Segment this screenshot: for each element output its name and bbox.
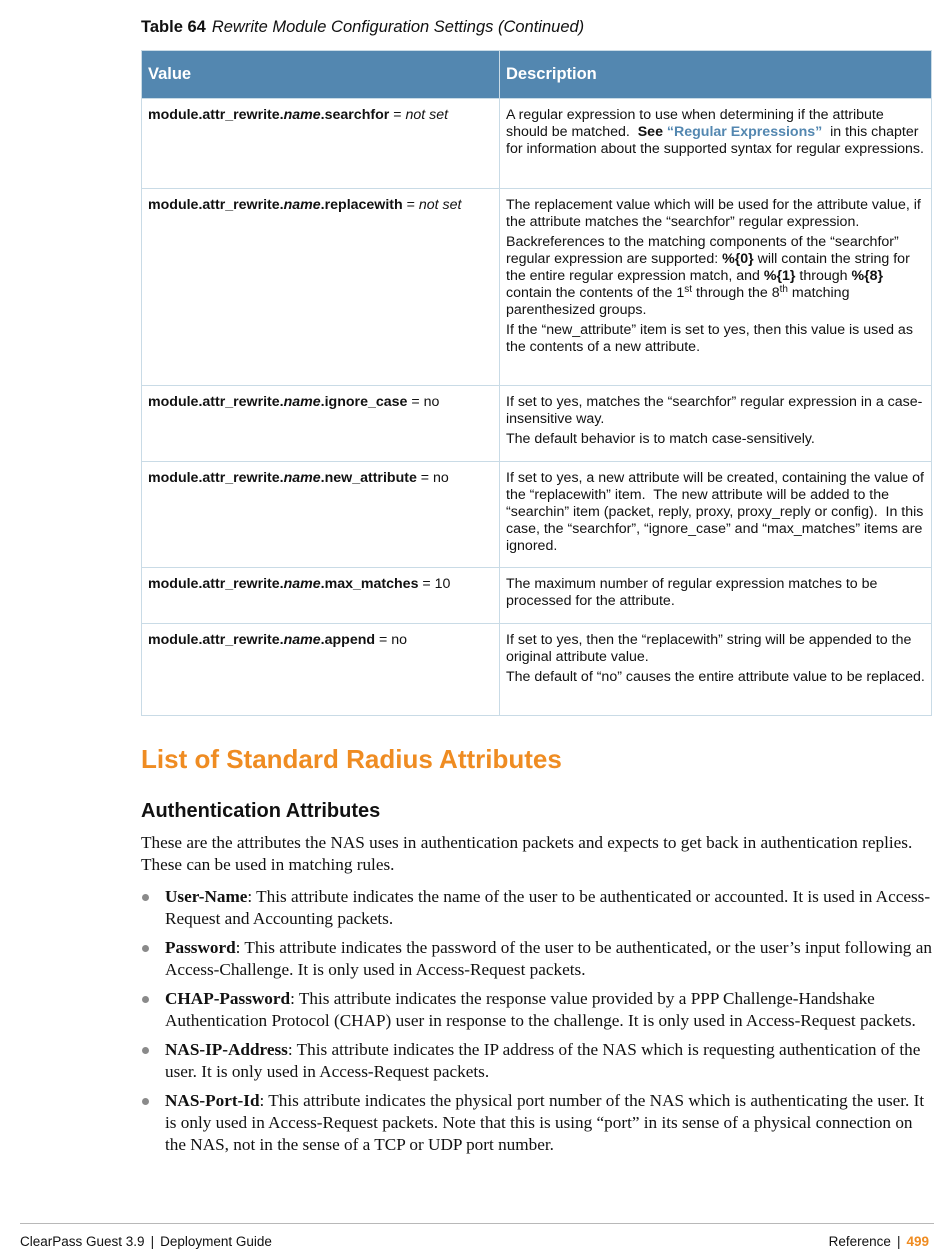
page-number: 499 [906, 1234, 929, 1249]
attribute-description: : This attribute indicates the IP address of the NAS which is requesting authentication of the user. It is only used in Access-Request packets. [165, 1040, 921, 1081]
setting-equals: = [389, 107, 406, 123]
setting-key [142, 189, 500, 386]
backreference-code: %{0} [722, 251, 754, 267]
list-item [141, 937, 936, 981]
footer-page-info [829, 1234, 929, 1249]
table-header-row [142, 51, 932, 99]
description-text: will contain the string for the entire regular expression match, and [506, 251, 914, 284]
table-title: Rewrite Module Configuration Settings (Continued) [211, 18, 585, 36]
setting-default: no [391, 632, 408, 648]
setting-default: not set [418, 197, 462, 213]
ordinal-suffix: st [684, 284, 693, 295]
setting-key-variable: name [283, 197, 321, 213]
setting-key [142, 624, 500, 716]
footer-doc-info [20, 1234, 272, 1249]
setting-key-variable: name [283, 632, 321, 648]
setting-default: no [423, 394, 440, 410]
column-header-value: Value [142, 51, 500, 99]
description-paragraph: If set to yes, matches the “searchfor” regular expression in a case-insensitive way. [506, 394, 923, 427]
list-item [141, 886, 936, 930]
bullet-icon [142, 894, 149, 901]
table-caption [141, 18, 584, 37]
table-row [142, 624, 932, 716]
table-row [142, 568, 932, 624]
description-paragraph: The replacement value which will be used for the attribute value, if the attribute matches the “searchfor” regular expression. [506, 197, 921, 230]
description-text: Backreferences to the matching components of the “searchfor” regular expression are supported: [506, 234, 899, 267]
backreference-code: %{1} [763, 268, 796, 284]
setting-key-prefix: module.attr_rewrite. [148, 107, 284, 123]
list-item [141, 1039, 936, 1083]
description-text: in this chapter for information about the supported syntax for regular expressions. [506, 124, 924, 157]
config-settings-table [141, 50, 932, 716]
table-number: Table 64 [141, 18, 206, 36]
setting-key-suffix: .searchfor [320, 107, 390, 123]
setting-default: not set [405, 107, 449, 123]
setting-key-suffix: .append [320, 632, 376, 648]
setting-default: no [433, 470, 449, 486]
setting-key [142, 99, 500, 189]
attribute-name: NAS-IP-Address [165, 1040, 288, 1059]
setting-key-suffix: .ignore_case [320, 394, 408, 410]
description-paragraph: If set to yes, a new attribute will be created, containing the value of the “replacewith” item. The new attribute will be added to the “searchin” item (packet, reply, proxy, proxy_reply or config). In this case, the “searchfor”, “ignore_case” and “max_matches” items are ignored. [506, 470, 928, 554]
bullet-icon [142, 996, 149, 1003]
setting-key-variable: name [283, 576, 321, 592]
setting-equals: = [375, 632, 392, 648]
setting-key-variable: name [283, 394, 321, 410]
description-paragraph [506, 234, 925, 319]
setting-key [142, 568, 500, 624]
footer-doc-title: Deployment Guide [160, 1234, 272, 1249]
description-paragraph: The default of “no” causes the entire attribute value to be replaced. [506, 669, 925, 685]
description-paragraph: The default behavior is to match case-sensitively. [506, 431, 815, 447]
backreference-code: %{8} [851, 268, 884, 284]
attribute-description: : This attribute indicates the response value provided by a PPP Challenge-Handshake Authentication Protocol (CHAP) user in response to the challenge. It is only used in Access-Request packets. [165, 989, 916, 1030]
attribute-name: CHAP-Password [165, 989, 291, 1008]
bullet-icon [142, 945, 149, 952]
setting-equals: = [418, 576, 435, 592]
description-paragraph: If set to yes, then the “replacewith” string will be appended to the original attribute value. [506, 632, 912, 665]
setting-key-prefix: module.attr_rewrite. [148, 632, 284, 648]
setting-key-variable: name [283, 107, 321, 123]
setting-description [500, 624, 932, 716]
footer-separator: | [150, 1234, 155, 1249]
footer-separator: | [896, 1234, 901, 1249]
attribute-description: : This attribute indicates the physical port number of the NAS which is authenticating the user. It is only used in Access-Request packets. Note that this is using “port” in its sense of a physical connection on the NAS, not in the sense of a TCP or UDP port number. [165, 1091, 925, 1154]
setting-key [142, 462, 500, 568]
attribute-description: : This attribute indicates the name of the user to be authenticated or accounted. It is used in Access-Request and Accounting packets. [165, 887, 931, 928]
attribute-list [141, 886, 936, 1163]
setting-default: 10 [434, 576, 451, 592]
setting-description [500, 386, 932, 462]
section-heading: List of Standard Radius Attributes [141, 744, 562, 774]
ordinal-suffix: th [779, 284, 788, 295]
setting-key-suffix: .max_matches [320, 576, 419, 592]
description-text: through the 8 [692, 285, 780, 301]
attribute-description: : This attribute indicates the password of the user to be authenticated, or the user’s input following an Access-Challenge. It is only used in Access-Request packets. [165, 938, 932, 979]
setting-key-prefix: module.attr_rewrite. [148, 197, 284, 213]
attribute-name: User-Name [165, 887, 248, 906]
setting-equals: = [402, 197, 419, 213]
setting-key [142, 386, 500, 462]
setting-key-suffix: .new_attribute [320, 470, 417, 486]
bullet-icon [142, 1047, 149, 1054]
table-row [142, 386, 932, 462]
attribute-name: NAS-Port-Id [165, 1091, 260, 1110]
setting-equals: = [407, 394, 424, 410]
table-row [142, 462, 932, 568]
setting-key-prefix: module.attr_rewrite. [148, 576, 284, 592]
setting-key-prefix: module.attr_rewrite. [148, 394, 284, 410]
description-text: A regular expression to use when determining if the attribute should be matched. [506, 107, 888, 140]
regular-expressions-link[interactable]: “Regular Expressions” [666, 124, 823, 140]
setting-key-variable: name [283, 470, 321, 486]
description-text: matching parenthesized groups. [506, 285, 854, 318]
column-header-description: Description [500, 51, 932, 99]
table-row [142, 99, 932, 189]
subsection-heading: Authentication Attributes [141, 800, 381, 822]
bullet-icon [142, 1098, 149, 1105]
setting-description [500, 462, 932, 568]
setting-description [500, 99, 932, 189]
attribute-name: Password [165, 938, 236, 957]
list-item [141, 988, 936, 1032]
setting-key-suffix: .replacewith [320, 197, 403, 213]
see-label: See [637, 124, 667, 140]
setting-description [500, 568, 932, 624]
description-paragraph: If the “new_attribute” item is set to yes, then this value is used as the contents of a new attribute. [506, 322, 913, 355]
description-text: contain the contents of the 1 [506, 268, 887, 301]
setting-description [500, 189, 932, 386]
setting-equals: = [416, 470, 434, 486]
list-item [141, 1090, 936, 1156]
description-text: through [795, 268, 852, 284]
footer-divider [20, 1223, 934, 1224]
description-paragraph: The maximum number of regular expression matches to be processed for the attribute. [506, 576, 878, 609]
table-row [142, 189, 932, 386]
setting-key-prefix: module.attr_rewrite. [148, 470, 284, 486]
intro-paragraph: These are the attributes the NAS uses in authentication packets and expects to get back in authentication replies. These can be used in matching rules. [141, 833, 913, 874]
footer-section: Reference [828, 1234, 891, 1249]
footer-product: ClearPass Guest 3.9 [20, 1234, 145, 1249]
